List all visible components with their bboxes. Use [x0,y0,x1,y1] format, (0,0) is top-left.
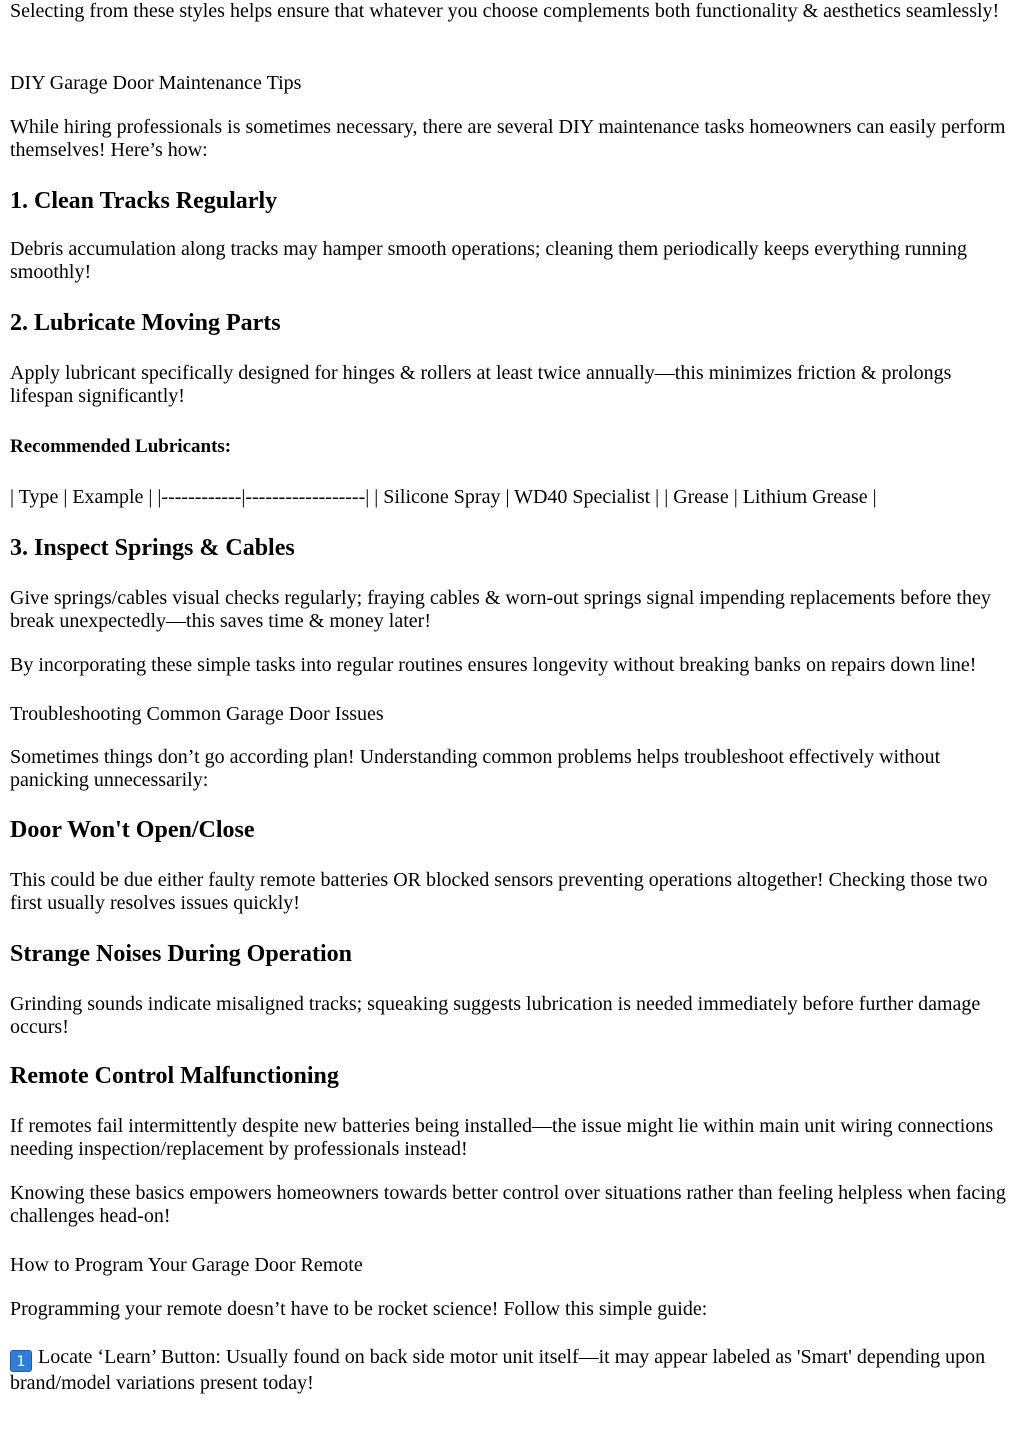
tip2-heading: 2. Lubricate Moving Parts [10,310,281,336]
issue3-heading: Remote Control Malfunctioning [10,1063,339,1089]
lubricants-heading: Recommended Lubricants: [10,436,232,457]
troubleshooting-intro: Sometimes things don’t go according plan! Understanding common problems helps troubleshoot effectively without panicking unnecessarily: [10,746,941,791]
diy-closing-paragraph: By incorporating these simple tasks into regular routines ensures longevity without breaking banks on repairs down line! [10,654,977,676]
remote-step1-text: Locate ‘Learn’ Button: Usually found on back side motor unit itself—it may appear labeled as 'Smart' depending upon brand/model variations present today! [10,1346,986,1394]
issue1-heading: Door Won't Open/Close [10,817,255,843]
tip2-body: Apply lubricant specifically designed for hinges & rollers at least twice annually—this minimizes friction & prolongs lifespan significantly! [10,362,952,407]
issue3-body: If remotes fail intermittently despite new batteries being installed—the issue might lie within main unit wiring connections needing inspection/replacement by professionals instead! [10,1115,994,1160]
remote-section-title: How to Program Your Garage Door Remote [10,1254,363,1276]
tip1-heading: 1. Clean Tracks Regularly [10,188,278,214]
tip1-body: Debris accumulation along tracks may hamper smooth operations; cleaning them periodically keeps everything running smoothly! [10,238,967,283]
issue2-body: Grinding sounds indicate misaligned tracks; squeaking suggests lubrication is needed immediately before further damage occurs! [10,993,981,1038]
tip3-body: Give springs/cables visual checks regularly; fraying cables & worn-out springs signal impending replacements before they break unexpectedly—this saves time & money later! [10,587,991,632]
issue1-body: This could be due either faulty remote batteries OR blocked sensors preventing operations altogether! Checking those two first usually resolves issues quickly! [10,869,988,914]
lubricants-table-raw: | Type | Example | |------------|------------------| | Silicone Spray | WD40 Specialist | | Grease | Lithium Grease | [10,486,877,508]
tip3-heading: 3. Inspect Springs & Cables [10,535,295,561]
troubleshooting-closing: Knowing these basics empowers homeowners towards better control over situations rather than feeling helpless when facing challenges head-on! [10,1182,1006,1227]
remote-step1 [10,1346,1016,1395]
keycap-number-one-icon: 1 [10,1350,32,1372]
remote-intro: Programming your remote doesn’t have to be rocket science! Follow this simple guide: [10,1298,708,1320]
troubleshooting-section-title: Troubleshooting Common Garage Door Issues [10,703,384,725]
diy-section-title: DIY Garage Door Maintenance Tips [10,72,302,94]
diy-intro-paragraph: While hiring professionals is sometimes necessary, there are several DIY maintenance tasks homeowners can easily perform themselves! Here’s how: [10,116,1006,161]
styles-closing-paragraph: Selecting from these styles helps ensure that whatever you choose complements both functionality & aesthetics seamlessly! [10,0,1000,22]
issue2-heading: Strange Noises During Operation [10,941,352,967]
